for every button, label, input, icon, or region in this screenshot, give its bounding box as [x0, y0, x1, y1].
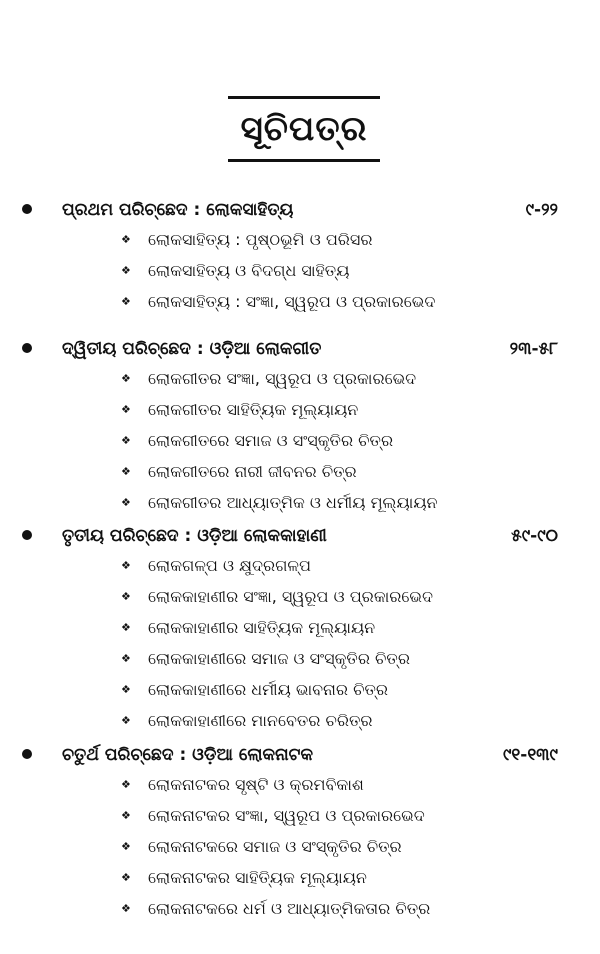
topic-item: [0, 287, 600, 318]
topic-item: [0, 426, 600, 457]
topic-label: ଲୋକଗଳ୍ପ ଓ କ୍ଷୁଦ୍ରଗଳ୍ପ: [148, 556, 311, 575]
chapter-bullet-icon: [22, 530, 32, 540]
diamond-bullet-icon: ❖: [121, 496, 131, 509]
topic-item: [0, 256, 600, 287]
topic-item: [0, 706, 600, 737]
diamond-bullet-icon: ❖: [121, 652, 131, 665]
chapter-page-range: ୯୧-୧୩୯: [502, 745, 558, 765]
diamond-bullet-icon: ❖: [121, 621, 131, 634]
diamond-bullet-icon: ❖: [121, 778, 131, 791]
topic-label: ଲୋକକାହାଣୀରେ ମାନବେତର ଚରିତ୍ର: [148, 711, 373, 730]
diamond-bullet-icon: ❖: [121, 434, 131, 447]
diamond-bullet-icon: ❖: [121, 295, 131, 308]
chapter-bullet-icon: [22, 204, 32, 214]
chapter-bullet-icon: [22, 749, 32, 759]
topic-label: ଲୋକଗୀତରେ ସମାଜ ଓ ସଂସ୍କୃତିର ଚିତ୍ର: [148, 431, 394, 450]
topic-label: ଲୋକକାହାଣୀରେ ଧର୍ମୀୟ ଭାବନାର ଚିତ୍ର: [148, 680, 389, 699]
topic-label: ଲୋକସାହିତ୍ୟ ଓ ବିଦଗ୍ଧ ସାହିତ୍ୟ: [148, 261, 350, 280]
diamond-bullet-icon: ❖: [121, 809, 131, 822]
diamond-bullet-icon: ❖: [121, 233, 131, 246]
chapter-3: [0, 521, 600, 737]
chapter-1: [0, 195, 600, 318]
topic-label: ଲୋକନାଟକର ସୃଷ୍ଟି ଓ କ୍ରମବିକାଶ: [148, 775, 364, 794]
title-top-rule: [228, 96, 380, 99]
chapter-bullet-icon: [22, 343, 32, 353]
topic-item: [0, 832, 600, 863]
diamond-bullet-icon: ❖: [121, 403, 131, 416]
diamond-bullet-icon: ❖: [121, 871, 131, 884]
page-title: ସୂଚିପତ୍ର: [240, 109, 368, 149]
topic-item: [0, 488, 600, 519]
diamond-bullet-icon: ❖: [121, 559, 131, 572]
topic-item: [0, 801, 600, 832]
chapter-heading: [0, 740, 600, 770]
chapter-2: [0, 334, 600, 519]
topic-label: ଲୋକନାଟକରେ ଧର୍ମ ଓ ଆଧ୍ୟାତ୍ମିକତାର ଚିତ୍ର: [148, 899, 431, 918]
diamond-bullet-icon: ❖: [121, 264, 131, 277]
topic-item: [0, 613, 600, 644]
topic-label: ଲୋକସାହିତ୍ୟ : ସଂଜ୍ଞା, ସ୍ୱରୂପ ଓ ପ୍ରକାରଭେଦ: [148, 292, 436, 311]
diamond-bullet-icon: ❖: [121, 840, 131, 853]
chapter-title: ତୃତୀୟ ପରିଚ୍ଛେଦ : ଓଡ଼ିଆ ଲୋକକାହାଣୀ: [62, 526, 327, 546]
chapter-4: [0, 740, 600, 925]
title-block: [228, 96, 380, 162]
topic-item: [0, 395, 600, 426]
diamond-bullet-icon: ❖: [121, 902, 131, 915]
topic-label: ଲୋକଗୀତର ସଂଜ୍ଞା, ସ୍ୱରୂପ ଓ ପ୍ରକାରଭେଦ: [148, 369, 417, 388]
topic-item: [0, 894, 600, 925]
chapter-page-range: ୯-୨୨: [525, 200, 558, 220]
topic-label: ଲୋକସାହିତ୍ୟ : ପୃଷ୍ଠଭୂମି ଓ ପରିସର: [148, 230, 373, 249]
chapter-title: ଦ୍ୱିତୀୟ ପରିଚ୍ଛେଦ : ଓଡ଼ିଆ ଲୋକଗୀତ: [62, 339, 322, 359]
topic-label: ଲୋକନାଟକରେ ସମାଜ ଓ ସଂସ୍କୃତିର ଚିତ୍ର: [148, 837, 402, 856]
topic-item: [0, 770, 600, 801]
chapter-heading: [0, 334, 600, 364]
topic-label: ଲୋକକାହାଣୀର ସଂଜ୍ଞା, ସ୍ୱରୂପ ଓ ପ୍ରକାରଭେଦ: [148, 587, 434, 606]
topic-item: [0, 457, 600, 488]
diamond-bullet-icon: ❖: [121, 683, 131, 696]
topic-label: ଲୋକଗୀତରେ ନାରୀ ଜୀବନର ଚିତ୍ର: [148, 462, 357, 481]
diamond-bullet-icon: ❖: [121, 465, 131, 478]
topic-item: [0, 364, 600, 395]
topic-label: ଲୋକକାହାଣୀରେ ସମାଜ ଓ ସଂସ୍କୃତିର ଚିତ୍ର: [148, 649, 410, 668]
chapter-page-range: ୫୯-୯୦: [511, 526, 558, 546]
topic-item: [0, 644, 600, 675]
chapter-heading: [0, 521, 600, 551]
topic-item: [0, 863, 600, 894]
topic-item: [0, 551, 600, 582]
topic-label: ଲୋକନାଟକର ସଂଜ୍ଞା, ସ୍ୱରୂପ ଓ ପ୍ରକାରଭେଦ: [148, 806, 425, 825]
chapter-page-range: ୨୩-୫୮: [509, 339, 558, 359]
chapter-title: ଚତୁର୍ଥ ପରିଚ୍ଛେଦ : ଓଡ଼ିଆ ଲୋକନାଟକ: [62, 745, 314, 765]
topic-label: ଲୋକଗୀତର ସାହିତ୍ୟିକ ମୂଲ୍ୟାୟନ: [148, 400, 359, 419]
topic-label: ଲୋକକାହାଣୀର ସାହିତ୍ୟିକ ମୂଲ୍ୟାୟନ: [148, 618, 376, 637]
topic-list: [0, 770, 600, 925]
diamond-bullet-icon: ❖: [121, 590, 131, 603]
chapter-heading: [0, 195, 600, 225]
topic-list: [0, 225, 600, 318]
title-bottom-rule: [228, 159, 380, 162]
topic-label: ଲୋକନାଟକର ସାହିତ୍ୟିକ ମୂଲ୍ୟାୟନ: [148, 868, 367, 887]
topic-item: [0, 225, 600, 256]
diamond-bullet-icon: ❖: [121, 714, 131, 727]
chapter-title: ପ୍ରଥମ ପରିଚ୍ଛେଦ : ଲୋକସାହିତ୍ୟ: [62, 200, 294, 220]
topic-item: [0, 582, 600, 613]
topic-label: ଲୋକଗୀତର ଆଧ୍ୟାତ୍ମିକ ଓ ଧର୍ମୀୟ ମୂଲ୍ୟାୟନ: [148, 493, 438, 512]
topic-item: [0, 675, 600, 706]
topic-list: [0, 551, 600, 737]
diamond-bullet-icon: ❖: [121, 372, 131, 385]
topic-list: [0, 364, 600, 519]
